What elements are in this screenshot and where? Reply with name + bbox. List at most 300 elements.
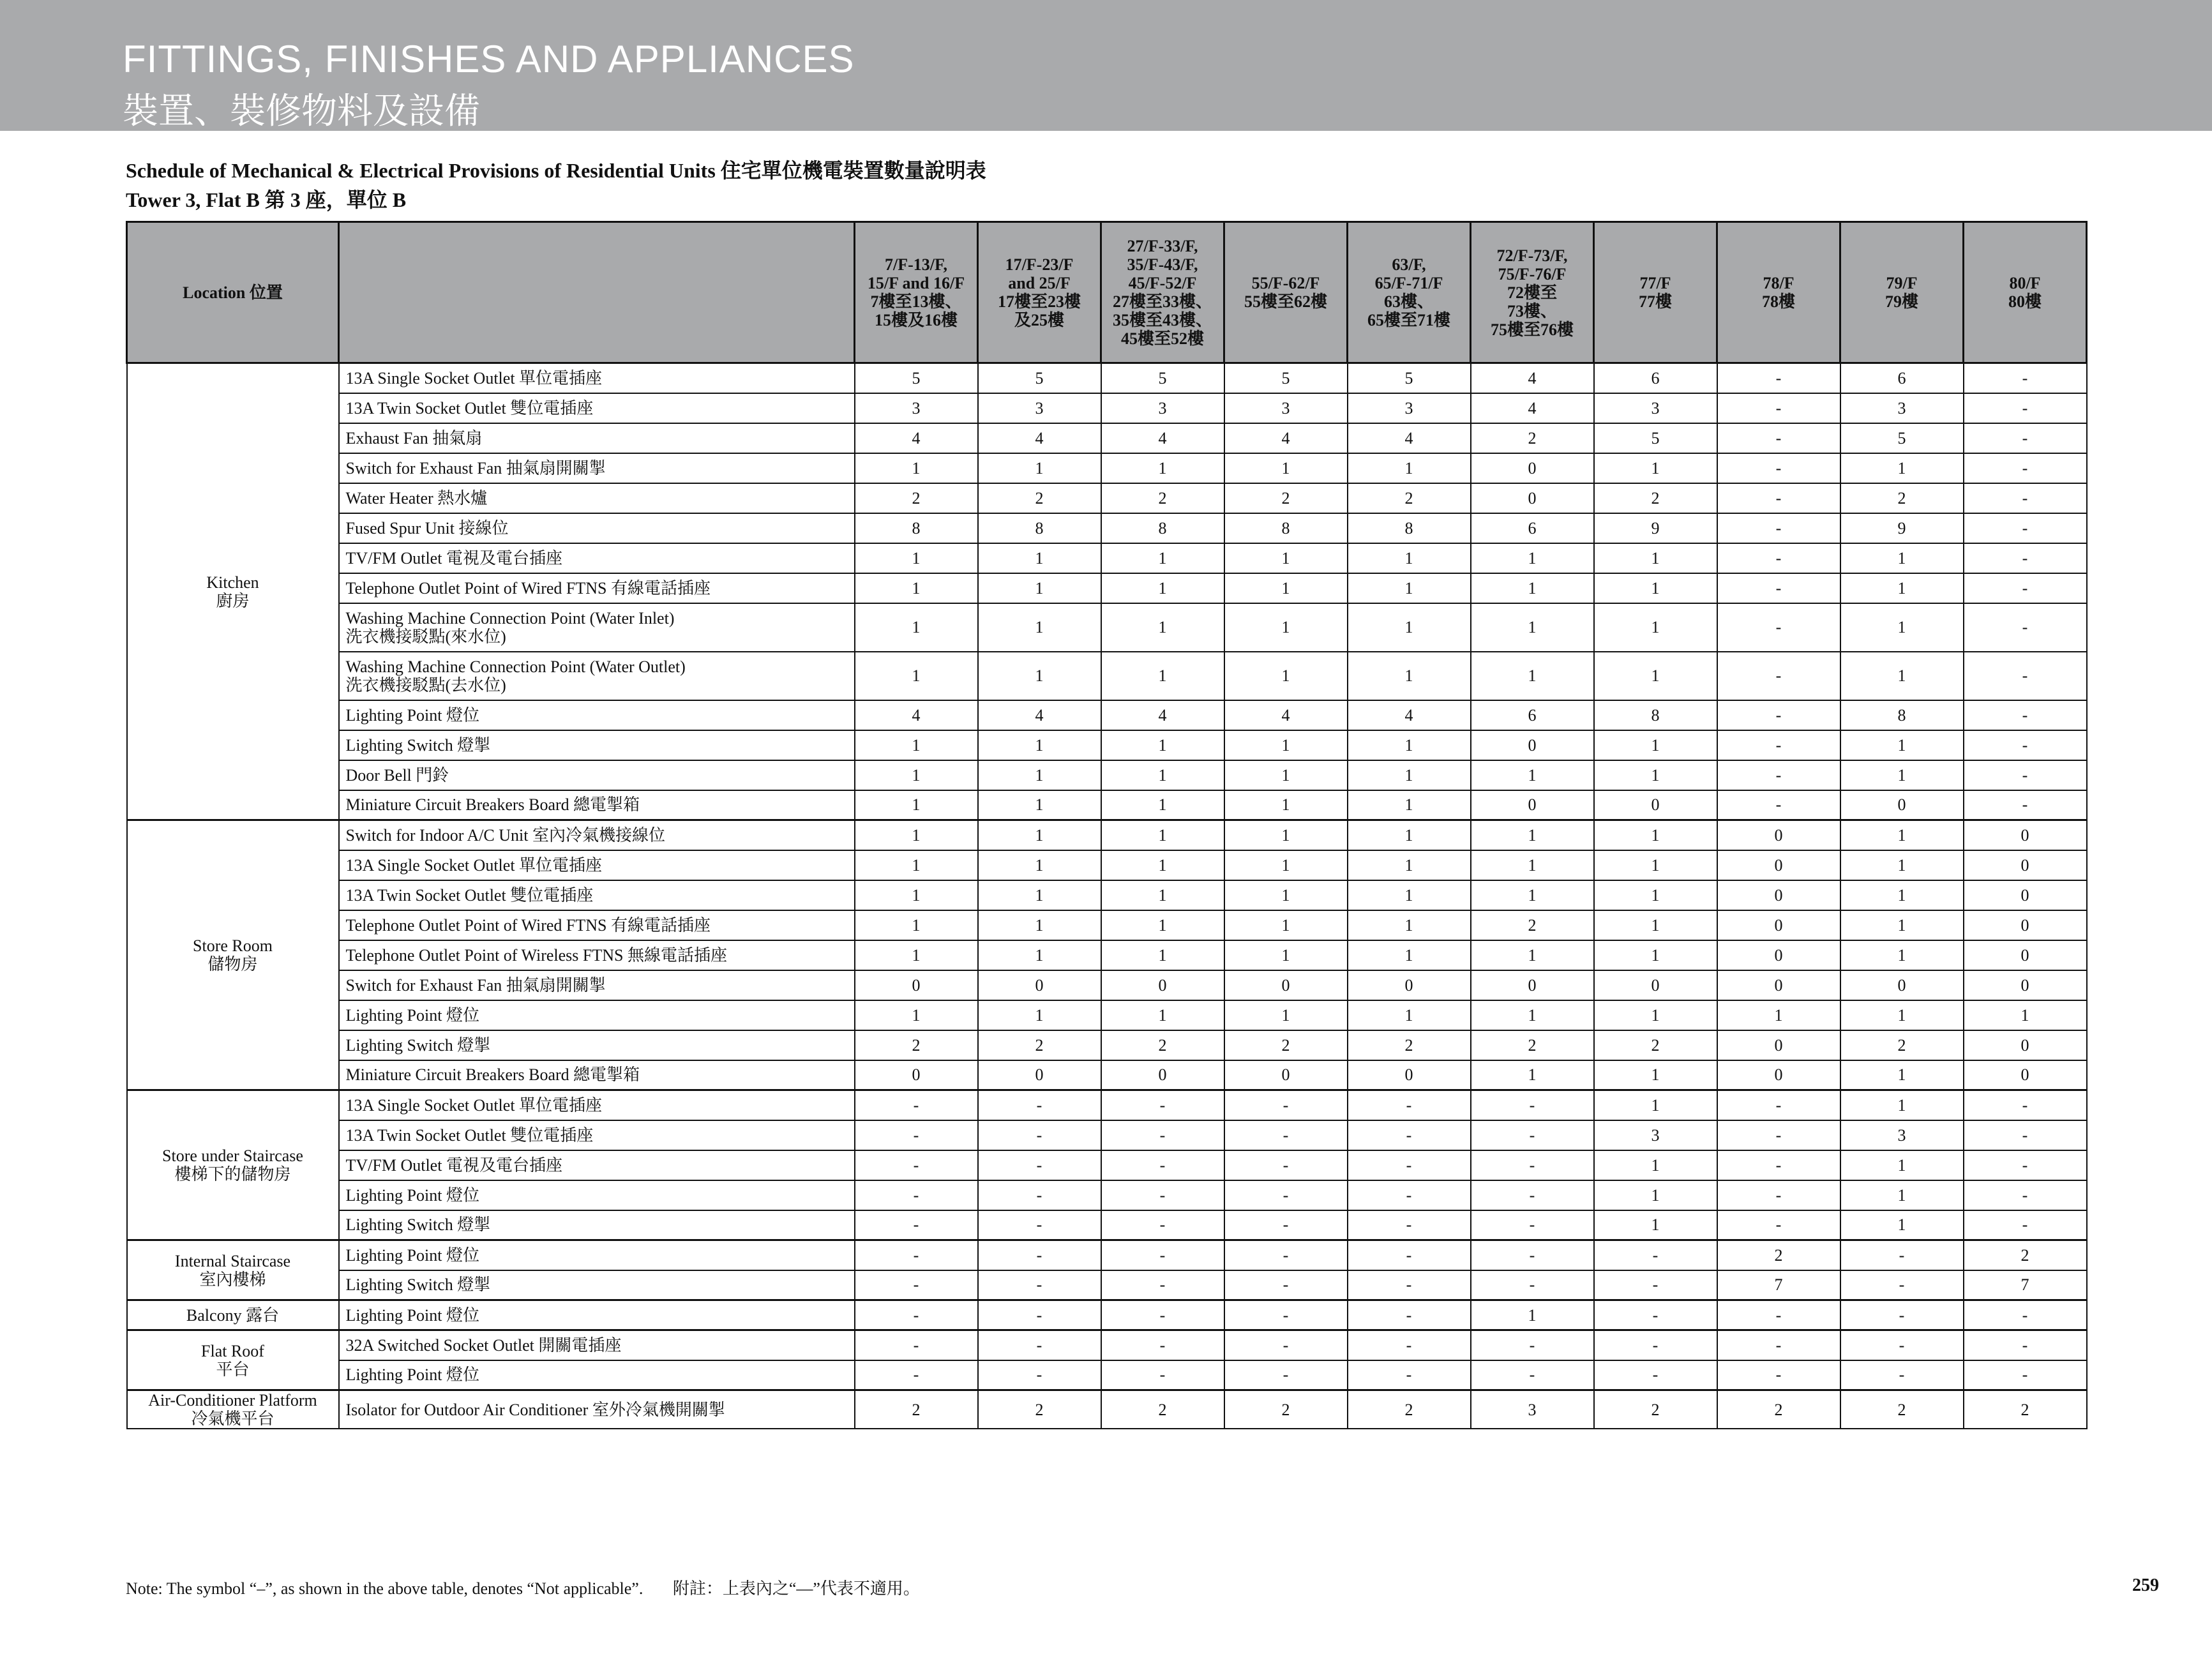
value-cell: - xyxy=(1964,730,2087,760)
value-cell: 2 xyxy=(1717,1390,1840,1429)
value-cell: - xyxy=(1594,1330,1717,1360)
item-cell xyxy=(339,1180,855,1210)
value-cell: 1 xyxy=(1840,730,1964,760)
table-row xyxy=(127,483,2087,513)
value-cell: 0 xyxy=(1471,483,1594,513)
item-label: Telephone Outlet Point of Wireless FTNS 無線電話插座 xyxy=(345,945,727,965)
floor-header-line: 27/F-33/F, xyxy=(1127,237,1198,255)
value-cell: - xyxy=(1471,1210,1594,1240)
item-cell xyxy=(339,423,855,453)
value-cell: 8 xyxy=(978,513,1101,543)
value-cell: 8 xyxy=(855,513,978,543)
location-header: Location 位置 xyxy=(127,222,339,363)
item-label: Lighting Point 燈位 xyxy=(345,1185,479,1205)
value-cell: 0 xyxy=(1717,1060,1840,1090)
value-cell: 1 xyxy=(978,790,1101,820)
value-cell: 1 xyxy=(1471,760,1594,790)
value-cell: 8 xyxy=(1101,513,1224,543)
value-cell: 1 xyxy=(1471,543,1594,573)
table-row xyxy=(127,1000,2087,1030)
table-row xyxy=(127,363,2087,393)
floor-header-line: 15樓及16樓 xyxy=(874,311,958,329)
value-cell: 2 xyxy=(1224,483,1348,513)
value-cell: 2 xyxy=(978,1390,1101,1429)
item-label: Lighting Point 燈位 xyxy=(345,1005,479,1025)
page-number: 259 xyxy=(2132,1575,2159,1595)
table-row xyxy=(127,1330,2087,1360)
location-cell xyxy=(127,820,339,1090)
floor-header xyxy=(1471,222,1594,363)
value-cell: - xyxy=(978,1090,1101,1120)
value-cell: - xyxy=(1717,700,1840,730)
value-cell: 1 xyxy=(855,652,978,700)
value-cell: - xyxy=(855,1090,978,1120)
value-cell: - xyxy=(1717,543,1840,573)
item-label: Miniature Circuit Breakers Board 總電掣箱 xyxy=(345,1065,640,1085)
value-cell: 1 xyxy=(1224,543,1348,573)
schedule-table xyxy=(126,221,2088,1429)
value-cell: 1 xyxy=(1594,1180,1717,1210)
value-cell: 2 xyxy=(1224,1030,1348,1060)
value-cell: 0 xyxy=(1964,910,2087,940)
value-cell: 5 xyxy=(978,363,1101,393)
item-label: Lighting Point 燈位 xyxy=(345,1305,479,1325)
location-label: Store under Staircase xyxy=(162,1147,303,1165)
item-cell xyxy=(339,1300,855,1330)
value-cell: 1 xyxy=(1348,940,1471,970)
value-cell: - xyxy=(855,1300,978,1330)
value-cell: - xyxy=(1471,1090,1594,1120)
value-cell: 1 xyxy=(978,1000,1101,1030)
value-cell: - xyxy=(1964,1300,2087,1330)
value-cell: 4 xyxy=(1348,423,1471,453)
table-row xyxy=(127,1300,2087,1330)
table-row xyxy=(127,850,2087,880)
item-label: TV/FM Outlet 電視及電台插座 xyxy=(345,1155,562,1175)
value-cell: 0 xyxy=(1717,940,1840,970)
value-cell: 6 xyxy=(1471,513,1594,543)
table-row xyxy=(127,453,2087,483)
table-header-row xyxy=(127,222,2087,363)
value-cell: 1 xyxy=(1594,820,1717,850)
value-cell: 1 xyxy=(1471,652,1594,700)
value-cell: - xyxy=(855,1270,978,1300)
value-cell: - xyxy=(1964,1150,2087,1180)
table-row xyxy=(127,820,2087,850)
value-cell: - xyxy=(1101,1330,1224,1360)
location-label: 儲物房 xyxy=(207,955,258,974)
value-cell: 4 xyxy=(978,423,1101,453)
value-cell: 6 xyxy=(1840,363,1964,393)
item-label: 洗衣機接駁點(來水位) xyxy=(345,627,506,646)
floor-header-line: 及25樓 xyxy=(1014,311,1064,329)
item-label: Switch for Exhaust Fan 抽氣扇開關掣 xyxy=(345,975,606,995)
value-cell: 1 xyxy=(1840,543,1964,573)
value-cell: - xyxy=(1224,1360,1348,1390)
value-cell: 1 xyxy=(1224,573,1348,603)
table-row xyxy=(127,1090,2087,1120)
value-cell: 1 xyxy=(1471,820,1594,850)
value-cell: - xyxy=(1717,423,1840,453)
value-cell: 1 xyxy=(1101,573,1224,603)
value-cell: - xyxy=(1471,1360,1594,1390)
item-header xyxy=(339,222,855,363)
value-cell: 5 xyxy=(1348,363,1471,393)
value-cell: 1 xyxy=(1840,1210,1964,1240)
value-cell: 2 xyxy=(1840,1390,1964,1429)
value-cell: 0 xyxy=(1471,970,1594,1000)
value-cell: 0 xyxy=(1471,790,1594,820)
floor-header-line: 65/F-71/F xyxy=(1374,274,1443,292)
table-row xyxy=(127,880,2087,910)
value-cell: - xyxy=(1101,1120,1224,1150)
item-label: Lighting Switch 燈掣 xyxy=(345,1215,491,1235)
item-label: Fused Spur Unit 接線位 xyxy=(345,518,509,538)
item-label: 13A Single Socket Outlet 單位電插座 xyxy=(345,855,603,875)
item-label: 13A Twin Socket Outlet 雙位電插座 xyxy=(345,398,594,417)
floor-header xyxy=(1224,222,1348,363)
location-label: Air-Conditioner Platform xyxy=(148,1391,317,1410)
table-row xyxy=(127,573,2087,603)
location-label: 平台 xyxy=(216,1360,250,1379)
value-cell: - xyxy=(1717,1330,1840,1360)
value-cell: - xyxy=(1101,1210,1224,1240)
value-cell: 1 xyxy=(1471,880,1594,910)
value-cell: - xyxy=(978,1180,1101,1210)
value-cell: 0 xyxy=(1224,1060,1348,1090)
value-cell: - xyxy=(855,1180,978,1210)
location-cell xyxy=(127,1090,339,1240)
page-banner xyxy=(0,0,2212,131)
item-cell xyxy=(339,790,855,820)
value-cell: 1 xyxy=(1594,730,1717,760)
value-cell: - xyxy=(1348,1210,1471,1240)
value-cell: - xyxy=(855,1360,978,1390)
value-cell: 1 xyxy=(1224,850,1348,880)
value-cell: 0 xyxy=(855,1060,978,1090)
value-cell: 2 xyxy=(1840,1030,1964,1060)
value-cell: 3 xyxy=(1224,393,1348,423)
floor-header-line: 63/F, xyxy=(1392,255,1426,274)
value-cell: 6 xyxy=(1594,363,1717,393)
value-cell: - xyxy=(1964,393,2087,423)
value-cell: 0 xyxy=(978,970,1101,1000)
floor-header-line: 80/F xyxy=(2009,274,2041,292)
value-cell: 4 xyxy=(1471,393,1594,423)
value-cell: 3 xyxy=(1471,1390,1594,1429)
value-cell: 3 xyxy=(978,393,1101,423)
value-cell: 2 xyxy=(1717,1240,1840,1270)
floor-header-line: 75/F-76/F xyxy=(1498,264,1567,283)
value-cell: 1 xyxy=(1348,790,1471,820)
value-cell: - xyxy=(978,1270,1101,1300)
schedule-table-wrapper xyxy=(126,221,2088,1429)
item-label: Washing Machine Connection Point (Water Outlet) xyxy=(345,657,686,676)
value-cell: - xyxy=(1840,1240,1964,1270)
value-cell: 1 xyxy=(1224,453,1348,483)
value-cell: 1 xyxy=(1471,603,1594,652)
table-row xyxy=(127,1390,2087,1429)
value-cell: - xyxy=(1224,1210,1348,1240)
banner-title-zh: 裝置、裝修物料及設備 xyxy=(123,91,480,132)
value-cell: 1 xyxy=(1224,652,1348,700)
item-cell xyxy=(339,1090,855,1120)
value-cell: 1 xyxy=(1471,1000,1594,1030)
value-cell: 1 xyxy=(978,850,1101,880)
floor-header-line: 73樓、 xyxy=(1507,301,1557,320)
value-cell: 1 xyxy=(1840,1150,1964,1180)
value-cell: 1 xyxy=(1224,790,1348,820)
floor-header-line: 78/F xyxy=(1763,274,1794,292)
value-cell: - xyxy=(978,1150,1101,1180)
value-cell: - xyxy=(1717,1360,1840,1390)
item-label: Lighting Switch 燈掣 xyxy=(345,1275,491,1295)
item-cell xyxy=(339,730,855,760)
value-cell: - xyxy=(1840,1360,1964,1390)
floor-header xyxy=(1964,222,2087,363)
item-label: TV/FM Outlet 電視及電台插座 xyxy=(345,548,562,568)
value-cell: - xyxy=(1717,1180,1840,1210)
floor-header xyxy=(1348,222,1471,363)
value-cell: - xyxy=(1594,1360,1717,1390)
floor-header-line: and 25/F xyxy=(1008,274,1071,292)
schedule-subtitle: Tower 3, Flat B 第 3 座，單位 B xyxy=(126,188,407,211)
value-cell: 7 xyxy=(1717,1270,1840,1300)
value-cell: 4 xyxy=(1101,423,1224,453)
table-row xyxy=(127,790,2087,820)
value-cell: 0 xyxy=(1101,1060,1224,1090)
item-label: Lighting Point 燈位 xyxy=(345,1365,479,1385)
value-cell: - xyxy=(1224,1180,1348,1210)
floor-header-line: 55/F-62/F xyxy=(1251,274,1320,292)
value-cell: 2 xyxy=(1471,423,1594,453)
item-cell xyxy=(339,513,855,543)
item-cell xyxy=(339,850,855,880)
value-cell: 0 xyxy=(1964,820,2087,850)
floor-header xyxy=(1101,222,1224,363)
value-cell: - xyxy=(1964,700,2087,730)
value-cell: 1 xyxy=(1717,1000,1840,1030)
item-cell xyxy=(339,1030,855,1060)
table-row xyxy=(127,1180,2087,1210)
item-cell xyxy=(339,1330,855,1360)
value-cell: 1 xyxy=(1840,453,1964,483)
value-cell: 1 xyxy=(978,453,1101,483)
value-cell: 1 xyxy=(978,940,1101,970)
table-row xyxy=(127,730,2087,760)
value-cell: - xyxy=(1717,790,1840,820)
item-cell xyxy=(339,1120,855,1150)
value-cell: - xyxy=(855,1150,978,1180)
value-cell: 0 xyxy=(1717,820,1840,850)
value-cell: 4 xyxy=(855,423,978,453)
value-cell: 2 xyxy=(1471,1030,1594,1060)
value-cell: 1 xyxy=(1840,573,1964,603)
table-row xyxy=(127,423,2087,453)
location-label: 冷氣機平台 xyxy=(191,1410,275,1428)
location-label: Balcony 露台 xyxy=(186,1305,280,1325)
floor-header-line: 80樓 xyxy=(2008,292,2042,311)
value-cell: - xyxy=(1348,1360,1471,1390)
item-label: 13A Twin Socket Outlet 雙位電插座 xyxy=(345,885,594,905)
item-cell xyxy=(339,1210,855,1240)
item-cell xyxy=(339,1390,855,1429)
value-cell: - xyxy=(1348,1120,1471,1150)
value-cell: 1 xyxy=(855,820,978,850)
floor-header-line: 77/F xyxy=(1639,274,1671,292)
value-cell: 4 xyxy=(978,700,1101,730)
item-cell xyxy=(339,652,855,700)
value-cell: 0 xyxy=(1717,850,1840,880)
value-cell: 1 xyxy=(855,790,978,820)
item-cell xyxy=(339,483,855,513)
value-cell: 5 xyxy=(1224,363,1348,393)
value-cell: 0 xyxy=(1964,940,2087,970)
value-cell: 3 xyxy=(855,393,978,423)
value-cell: 2 xyxy=(978,1030,1101,1060)
value-cell: - xyxy=(1717,1120,1840,1150)
value-cell: 1 xyxy=(855,910,978,940)
value-cell: 0 xyxy=(1471,453,1594,483)
value-cell: - xyxy=(1717,393,1840,423)
value-cell: 1 xyxy=(1348,573,1471,603)
value-cell: - xyxy=(855,1240,978,1270)
value-cell: - xyxy=(1964,453,2087,483)
value-cell: - xyxy=(1964,573,2087,603)
floor-header xyxy=(1840,222,1964,363)
value-cell: - xyxy=(1224,1240,1348,1270)
item-label: 洗衣機接駁點(去水位) xyxy=(345,675,506,695)
value-cell: 2 xyxy=(1594,1030,1717,1060)
value-cell: 1 xyxy=(1594,760,1717,790)
value-cell: - xyxy=(1348,1270,1471,1300)
value-cell: 1 xyxy=(1348,543,1471,573)
value-cell: 0 xyxy=(1224,970,1348,1000)
item-cell xyxy=(339,573,855,603)
value-cell: 1 xyxy=(1840,820,1964,850)
table-row xyxy=(127,1210,2087,1240)
value-cell: 1 xyxy=(855,850,978,880)
value-cell: 1 xyxy=(1224,1000,1348,1030)
item-label: 32A Switched Socket Outlet 開關電插座 xyxy=(345,1335,622,1355)
floor-header-line: 78樓 xyxy=(1761,292,1795,311)
value-cell: - xyxy=(1964,1330,2087,1360)
value-cell: 1 xyxy=(1348,820,1471,850)
location-cell xyxy=(127,1300,339,1330)
item-label: Isolator for Outdoor Air Conditioner 室外冷氣機開關掣 xyxy=(345,1400,725,1419)
item-cell xyxy=(339,1150,855,1180)
value-cell: 1 xyxy=(1840,1180,1964,1210)
table-body xyxy=(127,363,2087,1429)
value-cell: 1 xyxy=(1840,760,1964,790)
value-cell: - xyxy=(1101,1180,1224,1210)
value-cell: - xyxy=(978,1330,1101,1360)
value-cell: - xyxy=(1717,1150,1840,1180)
value-cell: - xyxy=(1717,363,1840,393)
value-cell: - xyxy=(1101,1360,1224,1390)
value-cell: 1 xyxy=(1101,850,1224,880)
value-cell: - xyxy=(1348,1090,1471,1120)
value-cell: 2 xyxy=(1101,1030,1224,1060)
item-cell xyxy=(339,393,855,423)
table-row xyxy=(127,700,2087,730)
value-cell: 0 xyxy=(1840,970,1964,1000)
item-cell xyxy=(339,603,855,652)
value-cell: 1 xyxy=(1348,760,1471,790)
table-row xyxy=(127,543,2087,573)
value-cell: 8 xyxy=(1840,700,1964,730)
value-cell: 1 xyxy=(978,730,1101,760)
value-cell: 4 xyxy=(855,700,978,730)
value-cell: 8 xyxy=(1348,513,1471,543)
value-cell: 1 xyxy=(855,603,978,652)
value-cell: - xyxy=(1840,1330,1964,1360)
value-cell: - xyxy=(1964,1120,2087,1150)
value-cell: 3 xyxy=(1840,393,1964,423)
item-cell xyxy=(339,1360,855,1390)
table-row xyxy=(127,760,2087,790)
value-cell: 1 xyxy=(1101,760,1224,790)
value-cell: - xyxy=(1594,1300,1717,1330)
value-cell: 1 xyxy=(1594,1090,1717,1120)
value-cell: 0 xyxy=(1964,880,2087,910)
item-label: Lighting Switch 燈掣 xyxy=(345,735,491,755)
location-cell xyxy=(127,363,339,820)
item-cell xyxy=(339,543,855,573)
floor-header-line: 65樓至71樓 xyxy=(1367,311,1450,329)
value-cell: 0 xyxy=(1348,1060,1471,1090)
value-cell: 2 xyxy=(978,483,1101,513)
item-label: Switch for Indoor A/C Unit 室內冷氣機接線位 xyxy=(345,825,665,845)
item-cell xyxy=(339,1240,855,1270)
value-cell: - xyxy=(978,1120,1101,1150)
value-cell: - xyxy=(1964,760,2087,790)
value-cell: - xyxy=(1348,1150,1471,1180)
value-cell: - xyxy=(1101,1150,1224,1180)
item-label: Switch for Exhaust Fan 抽氣扇開關掣 xyxy=(345,458,606,477)
table-row xyxy=(127,910,2087,940)
value-cell: 7 xyxy=(1964,1270,2087,1300)
value-cell: - xyxy=(978,1360,1101,1390)
value-cell: 1 xyxy=(978,543,1101,573)
table-row xyxy=(127,1360,2087,1390)
value-cell: 1 xyxy=(1471,940,1594,970)
value-cell: 1 xyxy=(1224,820,1348,850)
item-cell xyxy=(339,970,855,1000)
item-label: Telephone Outlet Point of Wired FTNS 有線電話插座 xyxy=(345,915,711,935)
value-cell: 1 xyxy=(1348,453,1471,483)
value-cell: - xyxy=(1101,1300,1224,1330)
value-cell: - xyxy=(1348,1180,1471,1210)
value-cell: 1 xyxy=(1101,820,1224,850)
value-cell: 1 xyxy=(978,820,1101,850)
value-cell: - xyxy=(1348,1240,1471,1270)
value-cell: 1 xyxy=(1348,603,1471,652)
table-row xyxy=(127,603,2087,652)
floor-header-line: 15/F and 16/F xyxy=(867,274,965,292)
item-cell xyxy=(339,910,855,940)
value-cell: 1 xyxy=(1348,1000,1471,1030)
value-cell: 1 xyxy=(1224,730,1348,760)
footnote xyxy=(126,1575,920,1599)
value-cell: - xyxy=(1717,1210,1840,1240)
value-cell: - xyxy=(1717,1090,1840,1120)
value-cell: - xyxy=(1717,573,1840,603)
item-label: 13A Single Socket Outlet 單位電插座 xyxy=(345,368,603,387)
floor-header-line: 17/F-23/F xyxy=(1005,255,1074,274)
location-label: Store Room xyxy=(193,936,273,955)
value-cell: 1 xyxy=(1594,1150,1717,1180)
